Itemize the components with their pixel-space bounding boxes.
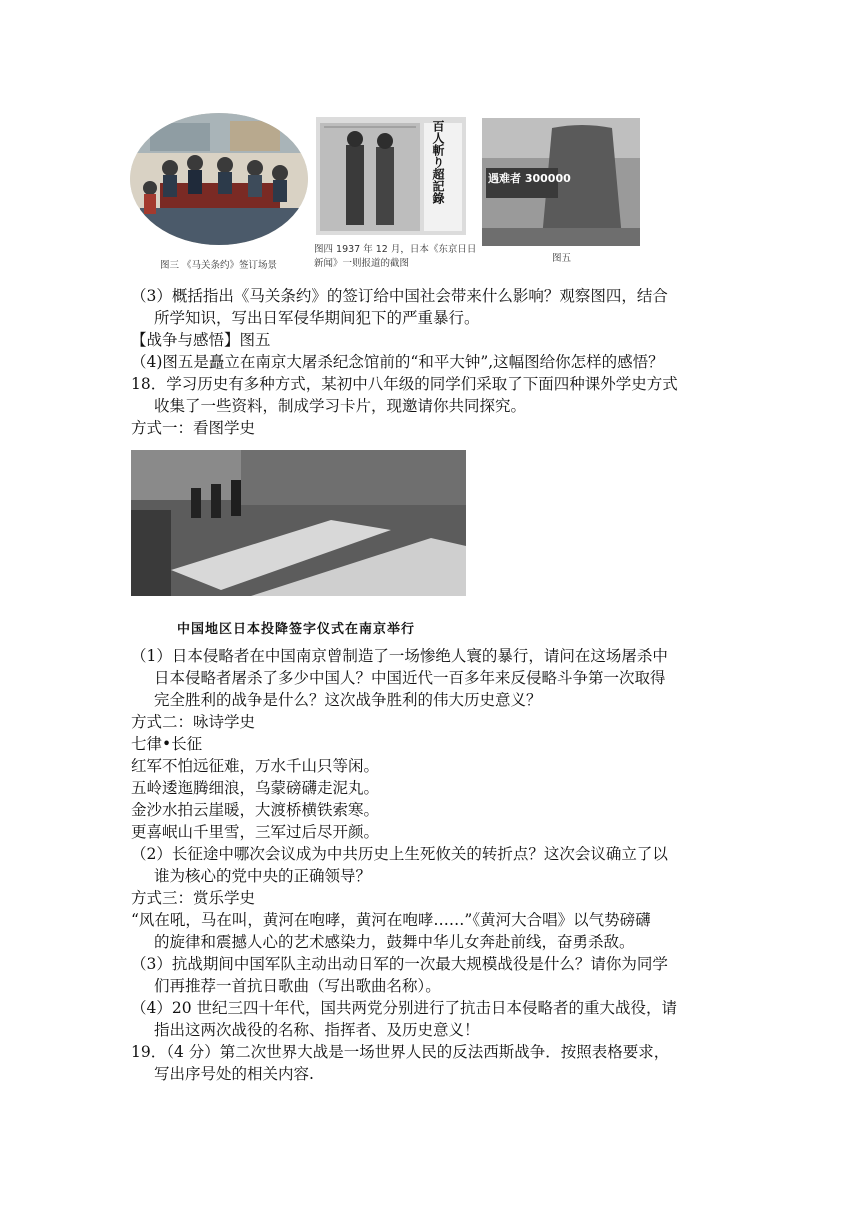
figure-4-caption-line1: 图四 1937 年 12 月，日本《东京日日 xyxy=(314,244,477,255)
p4-line-b: 指出这两次战役的名称、指挥者、及历史意义！ xyxy=(154,1021,480,1039)
q19-line-b: 写出序号处的相关内容. xyxy=(154,1065,314,1083)
poem-line-1: 红军不怕远征难，万水千山只等闲。 xyxy=(131,757,380,775)
figure-5-plaque: 遇难者 300000 xyxy=(488,172,571,185)
surrender-ceremony-image xyxy=(131,450,466,596)
figure-4-caption-line2: 新闻》一则报道的截图 xyxy=(314,258,410,269)
section-heading: 【战争与感悟】图五 xyxy=(131,331,271,349)
figure-3-image xyxy=(130,113,308,245)
music-line-b: 的旋律和震撼人心的艺术感染力，鼓舞中华儿女奔赴前线，奋勇杀敌。 xyxy=(154,933,635,951)
q18-line-b: 收集了一些资料，制成学习卡片，现邀请你共同探究。 xyxy=(154,397,527,415)
q19-line-a: 19．（4 分）第二次世界大战是一场世界人民的反法西斯战争．按照表格要求， xyxy=(131,1043,670,1061)
figure-4-headline: 百人斬り超記錄 xyxy=(431,120,445,204)
figure-5-caption: 图五 xyxy=(552,253,572,264)
p1-line-b: 日本侵略者屠杀了多少中国人？中国近代一百多年来反侵略斗争第一次取得 xyxy=(154,669,666,687)
figure-3-caption: 图三 《马关条约》签订场景 xyxy=(160,260,278,271)
poem-line-4: 更喜岷山千里雪，三军过后尽开颜。 xyxy=(131,823,380,841)
way3-heading: 方式三：赏乐学史 xyxy=(131,889,256,907)
music-line-a: “风在吼，马在叫，黄河在咆哮，黄河在咆哮……”《黄河大合唱》以气势磅礴 xyxy=(131,911,651,929)
p4-line-a: （4）20 世纪三四十年代，国共两党分别进行了抗击日本侵略者的重大战役，请 xyxy=(131,999,678,1017)
way2-heading: 方式二：咏诗学史 xyxy=(131,713,256,731)
poem-line-2: 五岭逶迤腾细浪，乌蒙磅礴走泥丸。 xyxy=(131,779,380,797)
poem-title: 七律•长征 xyxy=(131,735,203,753)
way1-heading: 方式一：看图学史 xyxy=(131,419,256,437)
p3-line-a: （3）抗战期间中国军队主动出动日军的一次最大规模战役是什么？请你为同学 xyxy=(131,955,668,973)
q3-line-b: 所学知识，写出日军侵华期间犯下的严重暴行。 xyxy=(154,309,480,327)
q4-line: （4)图五是矗立在南京大屠杀纪念馆前的“和平大钟”,这幅图给你怎样的感悟？ xyxy=(131,353,664,371)
p2-line-b: 谁为核心的党中央的正确领导？ xyxy=(154,867,372,885)
surrender-ceremony-photo xyxy=(131,450,466,596)
q18-line-a: 18．学习历史有多种方式，某初中八年级的同学们采取了下面四种课外学史方式 xyxy=(131,375,678,393)
p3-line-b: 们再推荐一首抗日歌曲（写出歌曲名称）。 xyxy=(154,977,441,995)
treaty-signing-painting xyxy=(130,113,308,245)
p1-line-c: 完全胜利的战争是什么？这次战争胜利的伟大历史意义？ xyxy=(154,691,542,709)
poem-line-3: 金沙水拍云崖暖，大渡桥横铁索寒。 xyxy=(131,801,380,819)
p1-line-a: （1）日本侵略者在中国南京曾制造了一场惨绝人寰的暴行，请问在这场屠杀中 xyxy=(131,647,668,665)
surrender-caption: 中国地区日本投降签字仪式在南京举行 xyxy=(177,622,416,637)
q3-line-a: （3）概括指出《马关条约》的签订给中国社会带来什么影响？观察图四，结合 xyxy=(131,287,668,305)
p2-line-a: （2）长征途中哪次会议成为中共历史上生死攸关的转折点？这次会议确立了以 xyxy=(131,845,668,863)
